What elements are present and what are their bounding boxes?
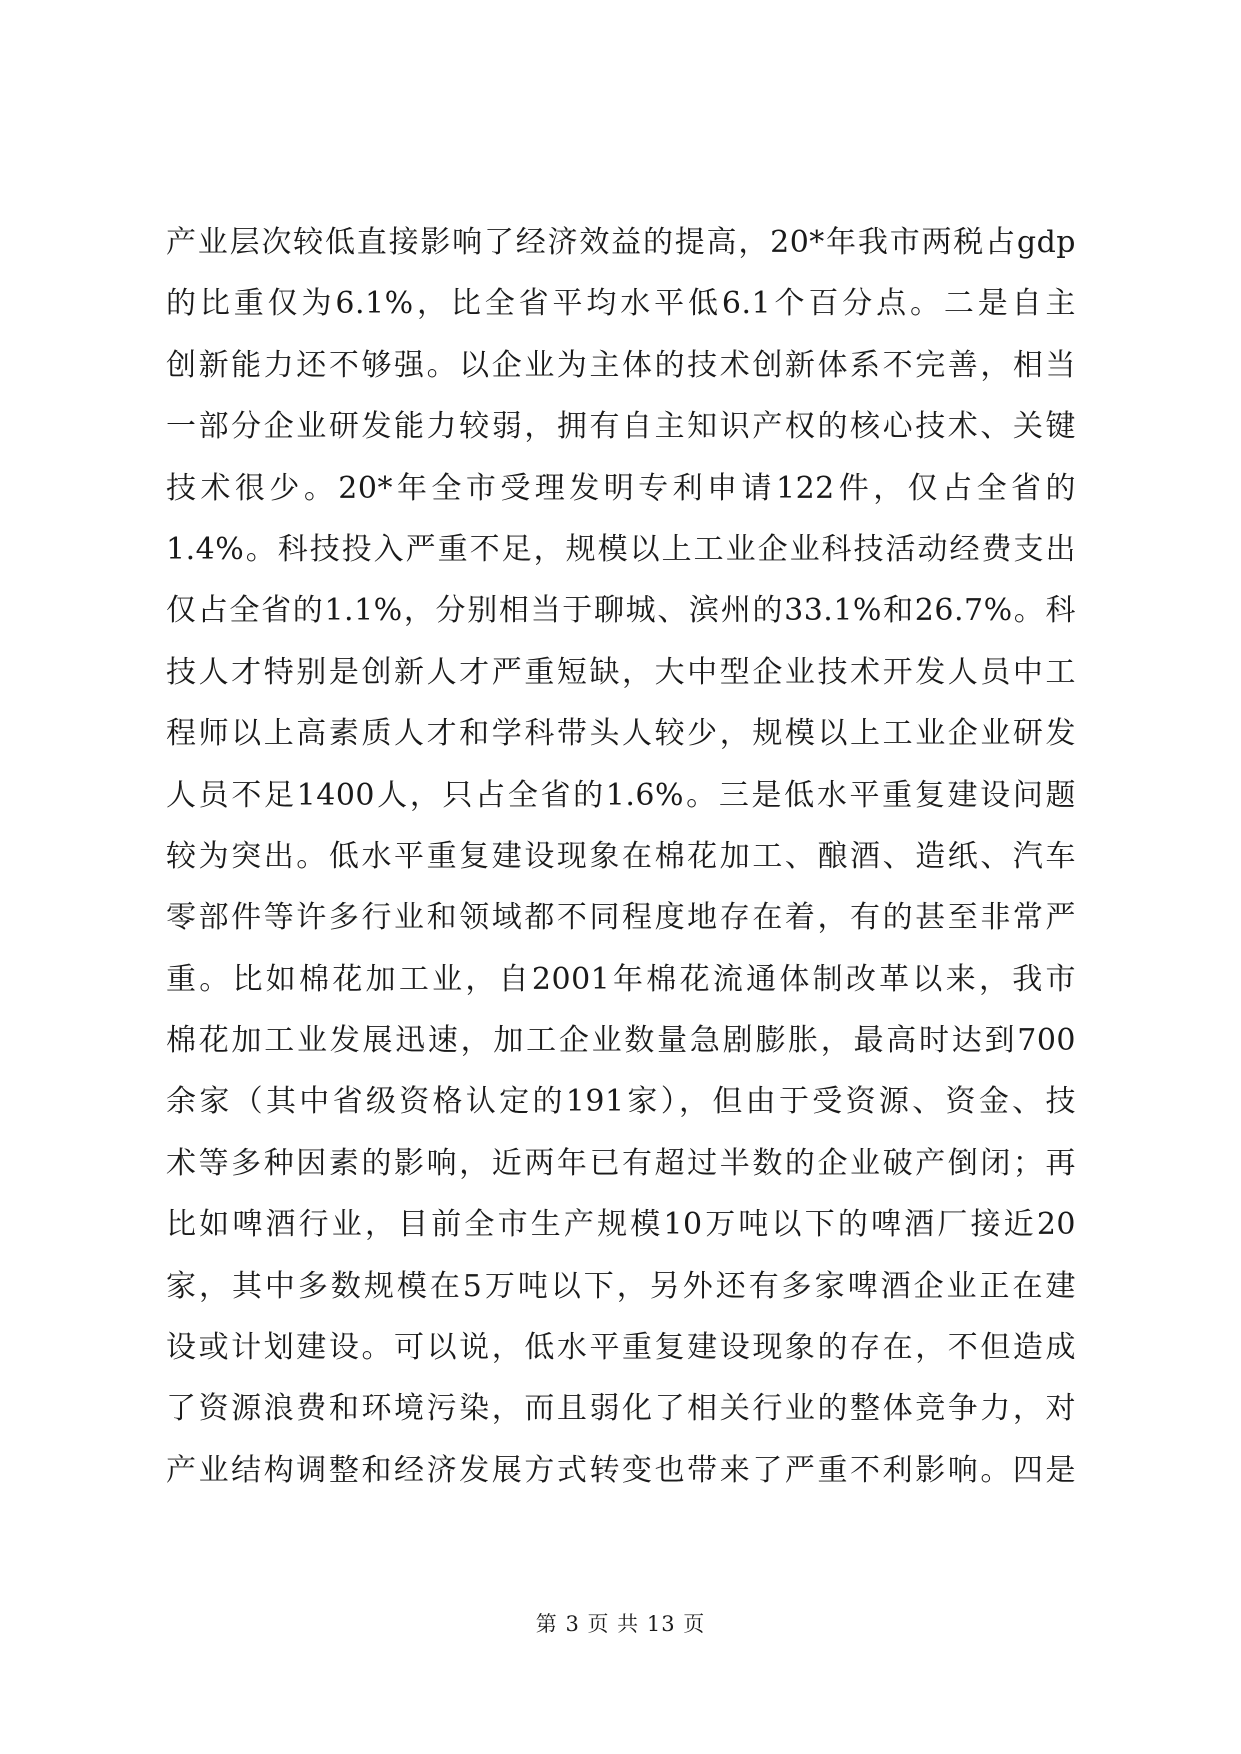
text-line: 棉花加工业发展迅速，加工企业数量急剧膨胀，最高时达到700 [166, 1023, 1076, 1059]
text-line: 1.4%。科技投入严重不足，规模以上工业企业科技活动经费支出 [166, 531, 1076, 567]
text-line: 的比重仅为6.1%，比全省平均水平低6.1个百分点。二是自主 [166, 286, 1076, 322]
text-line: 人员不足1400人，只占全省的1.6%。三是低水平重复建设问题 [166, 777, 1076, 813]
text-line: 余家（其中省级资格认定的191家），但由于受资源、资金、技 [166, 1084, 1076, 1120]
text-line: 仅占全省的1.1%，分别相当于聊城、滨州的33.1%和26.7%。科 [166, 593, 1076, 629]
document-body [166, 225, 1076, 1517]
text-line: 创新能力还不够强。以企业为主体的技术创新体系不完善，相当 [166, 347, 1076, 383]
text-line: 术等多种因素的影响，近两年已有超过半数的企业破产倒闭；再 [166, 1145, 1076, 1181]
text-line: 零部件等许多行业和领域都不同程度地存在着，有的甚至非常严 [166, 900, 1076, 936]
text-line: 设或计划建设。可以说，低水平重复建设现象的存在，不但造成 [166, 1330, 1076, 1366]
page-number-footer: 第 3 页 共 13 页 [535, 1612, 706, 1636]
text-line: 一部分企业研发能力较弱，拥有自主知识产权的核心技术、关键 [166, 409, 1076, 445]
text-line: 比如啤酒行业，目前全市生产规模10万吨以下的啤酒厂接近20 [166, 1207, 1076, 1243]
text-line: 了资源浪费和环境污染，而且弱化了相关行业的整体竞争力，对 [166, 1391, 1076, 1427]
text-line: 技术很少。20*年全市受理发明专利申请122件，仅占全省的 [166, 470, 1076, 506]
text-line: 产业层次较低直接影响了经济效益的提高，20*年我市两税占gdp [166, 225, 1076, 260]
text-line: 程师以上高素质人才和学科带头人较少，规模以上工业企业研发 [166, 716, 1076, 752]
text-line: 重。比如棉花加工业，自2001年棉花流通体制改革以来，我市 [166, 961, 1076, 997]
text-line: 较为突出。低水平重复建设现象在棉花加工、酿酒、造纸、汽车 [166, 838, 1076, 874]
text-line: 产业结构调整和经济发展方式转变也带来了严重不利影响。四是 [166, 1452, 1076, 1488]
text-line: 技人才特别是创新人才严重短缺，大中型企业技术开发人员中工 [166, 654, 1076, 690]
text-line: 家，其中多数规模在5万吨以下，另外还有多家啤酒企业正在建 [166, 1268, 1076, 1304]
